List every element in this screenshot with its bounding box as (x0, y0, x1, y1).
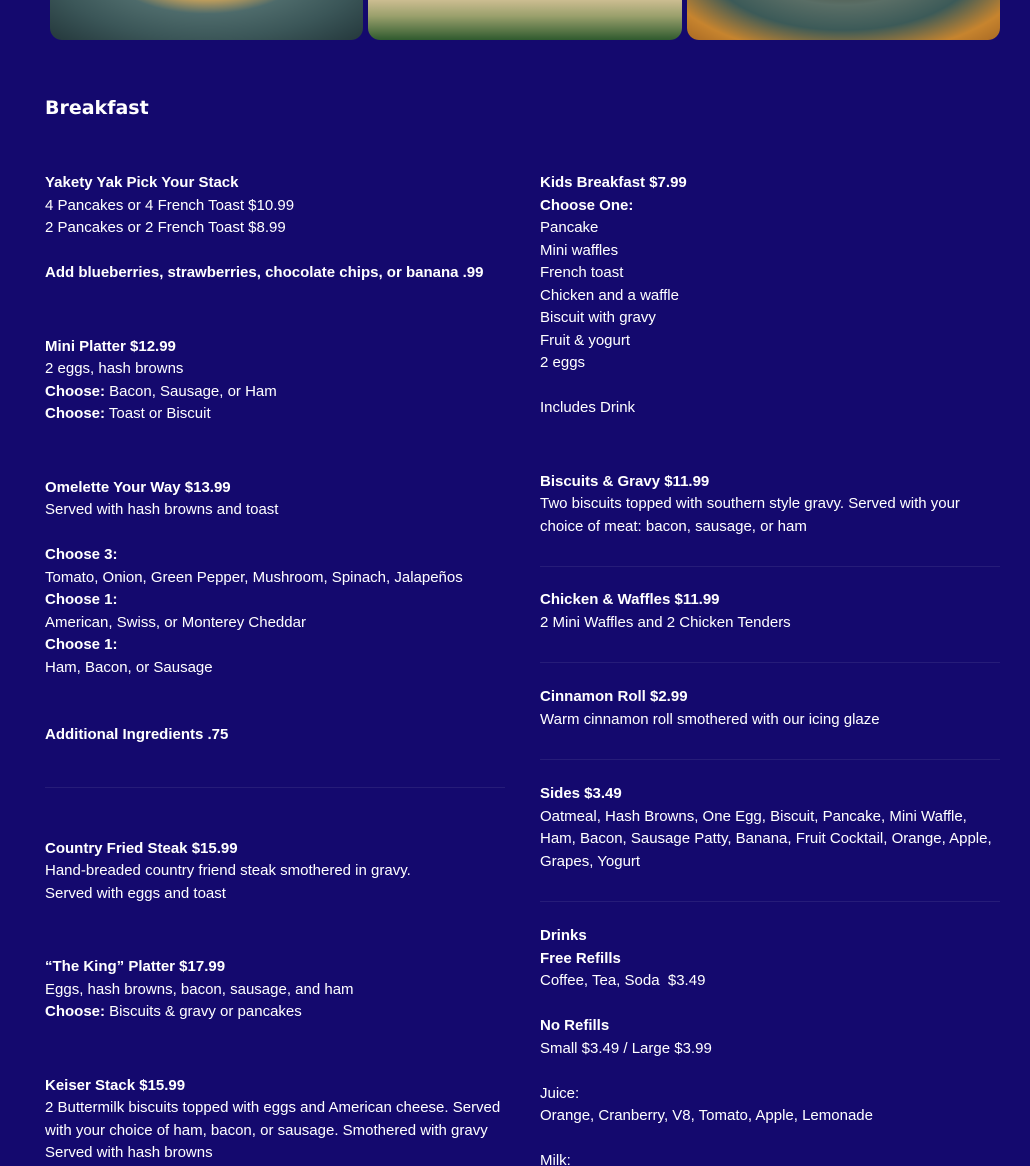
item-line: Served with hash browns (45, 1144, 213, 1161)
item-title: Drinks (540, 927, 587, 944)
item-title: Cinnamon Roll $2.99 (540, 688, 688, 705)
choose-label: Choose: (45, 1003, 105, 1020)
item-line: Served with eggs and toast (45, 884, 226, 902)
item-title: Sides $3.49 (540, 785, 622, 802)
choose-label: Choose 1: (45, 591, 118, 608)
item-line: Hand-breaded country friend steak smothered in gravy. (45, 862, 411, 879)
subheading: No Refills (540, 1017, 610, 1034)
menu-column-left (45, 172, 505, 1165)
option-item: Chicken and a waffle (540, 286, 679, 304)
item-line: Ham, Bacon, or Sausage (45, 658, 213, 676)
item-title: Country Fried Steak $15.99 (45, 839, 238, 857)
item-title: Kids Breakfast $7.99 (540, 174, 687, 191)
option-item: Biscuit with gravy (540, 309, 656, 326)
option-item: Fruit & yogurt (540, 331, 631, 349)
item-addon: Additional Ingredients .75 (45, 726, 229, 743)
item-line: 2 Mini Waffles and 2 Chicken Tenders (540, 613, 791, 631)
item-title: Chicken & Waffles $11.99 (540, 591, 720, 608)
item-title: Mini Platter $12.99 (45, 337, 176, 355)
item-line: American, Swiss, or Monterey Cheddar (45, 613, 306, 631)
food-photo-plate-gravy (50, 0, 363, 40)
item-line: Small $3.49 / Large $3.99 (540, 1039, 712, 1057)
item-line: Tomato, Onion, Green Pepper, Mushroom, Spinach, Jalapeños (45, 568, 463, 586)
menu-item-mini-platter (45, 336, 505, 426)
option-item: Pancake (540, 219, 599, 236)
item-line: 2 eggs, hash browns (45, 360, 184, 377)
menu-item-king-platter (45, 956, 505, 1024)
photo-strip (0, 0, 1030, 44)
menu-item-kids-breakfast (540, 172, 1000, 420)
menu-item-chicken-waffles (540, 589, 1000, 634)
item-choice-line (45, 403, 505, 426)
item-line: Oatmeal, Hash Browns, One Egg, Biscuit, Pancake, Mini Waffle, Ham, Bacon, Sausage Patty, Banana, Fruit Cocktail, Orange, Apple, Grapes, Yogurt (540, 807, 992, 870)
menu-item-sides (540, 783, 1000, 873)
choose-label: Choose: (45, 382, 105, 400)
item-title: Yakety Yak Pick Your Stack (45, 174, 239, 191)
choice-text: Toast or Biscuit (108, 405, 211, 422)
item-line: Eggs, hash browns, bacon, sausage, and ham (45, 980, 354, 998)
choice-text: Bacon, Sausage, or Ham (109, 382, 277, 400)
section-title: Breakfast (45, 97, 149, 119)
item-choice-line (45, 1001, 505, 1024)
choose-label: Choose: (45, 405, 105, 422)
item-line: Served with hash browns and toast (45, 501, 279, 518)
item-line: 2 Pancakes or 2 French Toast $8.99 (45, 219, 286, 236)
choose-label: Choose 1: (45, 636, 118, 653)
option-item: 2 eggs (540, 354, 586, 371)
item-choice-line (45, 381, 505, 404)
item-line: 4 Pancakes or 4 French Toast $10.99 (45, 196, 295, 214)
food-photo-biscuits (368, 0, 682, 40)
item-title: “The King” Platter $17.99 (45, 958, 226, 975)
menu-item-keiser-stack (45, 1075, 505, 1165)
item-addon: Add blueberries, strawberries, chocolate chips, or banana .99 (45, 264, 484, 281)
menu-column-right (540, 172, 1000, 1166)
menu-item-yakety-yak (45, 172, 505, 285)
menu-item-omelette (45, 477, 505, 747)
item-line: Warm cinnamon roll smothered with our icing glaze (540, 710, 880, 728)
option-item: Mini waffles (540, 241, 619, 259)
menu-item-cinnamon-roll (540, 686, 1000, 731)
menu-item-drinks (540, 925, 1000, 1166)
item-title: Omelette Your Way $13.99 (45, 478, 231, 496)
item-line: Two biscuits topped with southern style gravy. Served with your choice of meat: bacon, sausage, or ham (540, 495, 960, 535)
item-line: Includes Drink (540, 399, 636, 416)
menu-item-country-fried-steak (45, 838, 505, 906)
subheading: Milk: (540, 1152, 571, 1166)
subheading: Juice: (540, 1084, 580, 1102)
option-item: French toast (540, 264, 624, 281)
choose-label: Choose 3: (45, 546, 118, 563)
item-title: Biscuits & Gravy $11.99 (540, 472, 710, 490)
food-photo-bowl (687, 0, 1000, 40)
item-line: Coffee, Tea, Soda $3.49 (540, 972, 706, 989)
subheading: Free Refills (540, 949, 621, 967)
item-line: Orange, Cranberry, V8, Tomato, Apple, Lemonade (540, 1107, 873, 1124)
item-line: 2 Buttermilk biscuits topped with eggs and American cheese. Served with your choice of ham, bacon, or sausage. Smothered with gravy (45, 1099, 501, 1139)
choose-label: Choose One: (540, 196, 634, 214)
menu-item-biscuits-gravy (540, 471, 1000, 539)
choice-text: Biscuits & gravy or pancakes (109, 1003, 302, 1020)
item-title: Keiser Stack $15.99 (45, 1076, 186, 1094)
